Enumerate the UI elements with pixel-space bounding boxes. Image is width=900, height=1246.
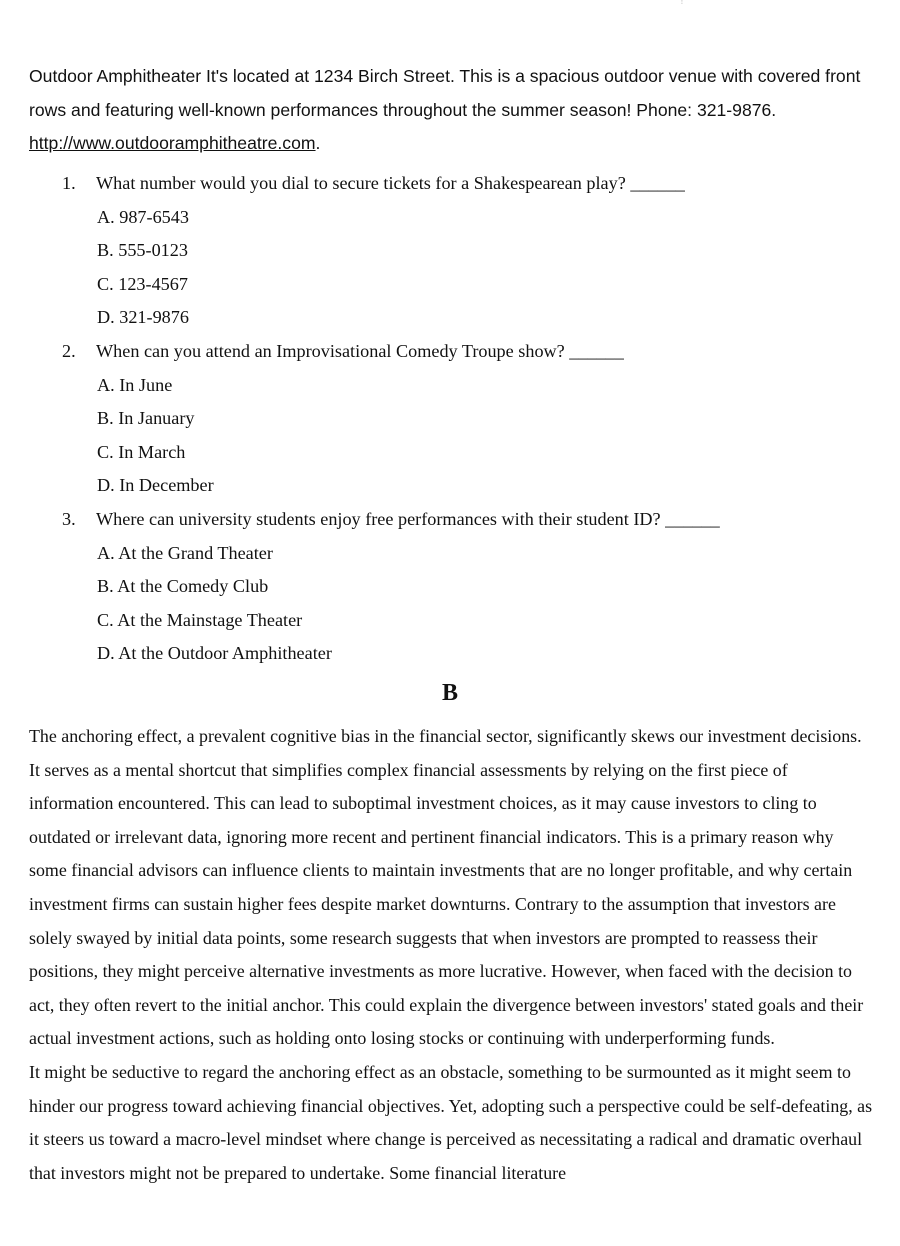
question-stem bbox=[0, 167, 900, 201]
answer-option: D. 321-9876 bbox=[97, 307, 189, 328]
answer-option: B. At the Comedy Club bbox=[97, 576, 269, 597]
reading-passage bbox=[29, 720, 875, 1190]
passage-paragraph: The anchoring effect, a prevalent cognitive bias in the financial sector, significantly skews our investment decisions. It serves as a mental shortcut that simplifies complex financial assessments by relying on the first piece of information encountered. This can lead to suboptimal investment choices, as it may cause investors to cling to outdated or irrelevant data, ignoring more recent and pertinent financial indicators. This is a primary reason why some financial advisors can influence clients to maintain investments that are no longer profitable, and why certain investment firms can sustain higher fees despite market downturns. Contrary to the assumption that investors are solely swayed by initial data points, some research suggests that when investors are prompted to reassess their positions, they might perceive alternative investments as more lucrative. However, when faced with the decision to act, they often revert to the initial anchor. This could explain the divergence between investors' stated goals and their actual investment actions, such as holding onto losing stocks or continuing with underperforming funds. bbox=[29, 726, 864, 1049]
answer-option: D. At the Outdoor Amphitheater bbox=[97, 643, 332, 664]
scan-mark: ⁝ bbox=[681, 0, 683, 6]
question-stem bbox=[0, 335, 900, 369]
venue-description-end: . bbox=[315, 133, 321, 153]
venue-website-link[interactable]: http://www.outdooramphitheatre.com bbox=[29, 133, 316, 153]
answer-option: A. 987-6543 bbox=[97, 206, 189, 227]
question-number: 3. bbox=[62, 508, 76, 529]
answer-option: C. In March bbox=[97, 441, 186, 462]
question-list bbox=[0, 167, 900, 671]
question-number: 1. bbox=[62, 173, 76, 193]
answer-option: D. In December bbox=[97, 475, 214, 496]
venue-description bbox=[29, 60, 869, 161]
answer-option: C. At the Mainstage Theater bbox=[97, 609, 303, 630]
question-2 bbox=[0, 335, 900, 503]
question-1 bbox=[0, 167, 900, 335]
answer-option: A. At the Grand Theater bbox=[97, 542, 273, 563]
answer-option: B. 555-0123 bbox=[97, 240, 188, 261]
question-text: Where can university students enjoy free performances with their student ID? ______ bbox=[96, 508, 720, 529]
section-heading: B bbox=[441, 680, 458, 706]
question-text: What number would you dial to secure tickets for a Shakespearean play? ______ bbox=[96, 173, 685, 193]
venue-description-text: Outdoor Amphitheater It's located at 1234 Birch Street. This is a spacious outdoor venue with covered front rows and featuring well-known performances throughout the summer season! Phone: 321-9876. bbox=[29, 66, 861, 120]
passage-paragraph: It might be seductive to regard the anchoring effect as an obstacle, something to be surmounted as it might seem to hinder our progress toward achieving financial objectives. Yet, adopting such a perspective could be self-defeating, as it steers us toward a macro-level mindset where change is perceived as necessitating a radical and dramatic overhaul that investors might not be prepared to undertake. Some financial literature bbox=[29, 1061, 873, 1183]
question-number: 2. bbox=[62, 340, 76, 361]
answer-option: B. In January bbox=[97, 408, 195, 429]
answer-option: C. 123-4567 bbox=[97, 273, 188, 294]
question-text: When can you attend an Improvisational Comedy Troupe show? ______ bbox=[96, 340, 624, 361]
answer-option: A. In June bbox=[97, 374, 173, 395]
question-3 bbox=[0, 503, 900, 671]
question-stem bbox=[0, 503, 900, 537]
